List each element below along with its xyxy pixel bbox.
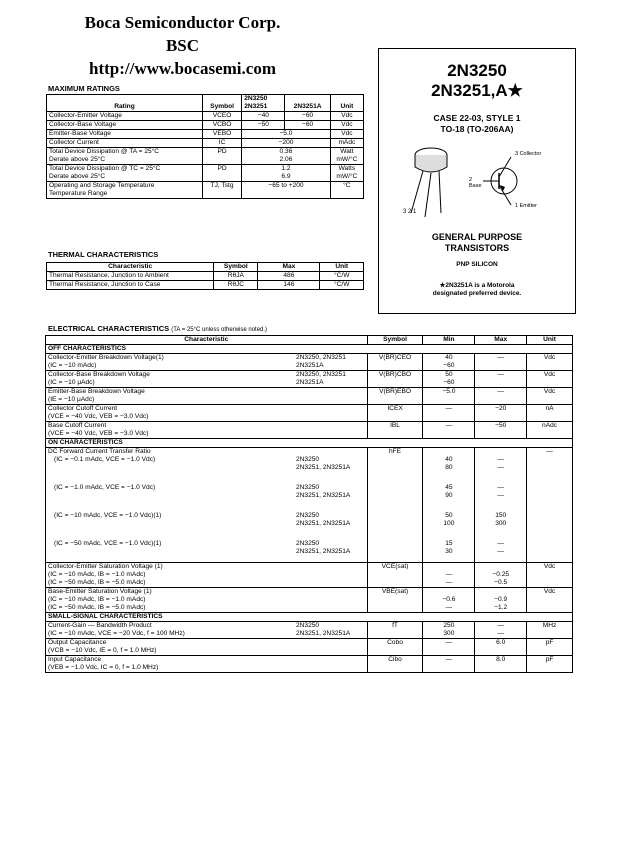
hfe-max-blank [475, 448, 527, 457]
ec-symbol: V(BR)CBO [367, 371, 423, 388]
hfe-max: — — [475, 540, 527, 563]
ec-device: 2N3250 2N3251, 2N3251A [296, 622, 351, 637]
ec-max: 8.0 [475, 656, 527, 673]
sat-min: −0.6 — [423, 588, 475, 613]
rating-symbol: TJ, Tstg [202, 182, 241, 199]
elec-table [45, 335, 573, 673]
pin-collector-label: 3 Collector [515, 151, 542, 157]
ec-max: −50 [475, 422, 527, 439]
on-characteristics [46, 439, 573, 448]
rating-value-2n3251a: −60 [285, 121, 330, 130]
ec-min: 40 −60 [423, 354, 475, 371]
ec-device: 2N3250 2N3251, 2N3251A [296, 540, 351, 555]
rating-symbol: VEBO [202, 130, 241, 139]
hfe-sym-blank [367, 484, 423, 512]
ec-row [46, 405, 573, 422]
rating-row [47, 148, 364, 165]
hfe-symbol: hFE [367, 448, 423, 457]
ec-characteristic-text: (IC = −50 mAdc, VCE = −1.0 Vdc)(1) [54, 540, 162, 547]
preferred-note-1: ★2N3251A is a Motorola [439, 282, 515, 289]
hfe-condition-row [46, 456, 573, 484]
ec-characteristic [46, 512, 368, 540]
ec-characteristic [46, 354, 368, 371]
ec-row [46, 388, 573, 405]
hfe-min: 15 30 [423, 540, 475, 563]
ec-characteristic-text: Base Cutoff Current (VCE = −40 Vdc, VEB = −3.0 Vdc) [48, 422, 149, 437]
ec-unit: MHz [527, 622, 573, 639]
ec-row [46, 354, 573, 371]
rating-symbol: IC [202, 139, 241, 148]
part-info-box [378, 48, 576, 314]
col-rating: Rating [47, 95, 203, 112]
rating-unit: °C [330, 182, 363, 199]
rating-unit: Watts mW/°C [330, 165, 363, 182]
th-symbol: Symbol [214, 263, 258, 272]
rating-name: Total Device Dissipation @ TC = 25°C Derate above 25°C [47, 165, 203, 182]
hfe-min: 50 100 [423, 512, 475, 540]
ec-symbol: fT [367, 622, 423, 639]
hfe-max: — — [475, 456, 527, 484]
hfe-condition-row [46, 540, 573, 563]
hfe-sym-blank [367, 456, 423, 484]
rating-unit: Vdc [330, 121, 363, 130]
th-unit: Unit [320, 263, 364, 272]
ec-unit: nAdc [527, 422, 573, 439]
ec-min: — [423, 639, 475, 656]
ec-device: 2N3250, 2N3251 2N3251A [296, 354, 346, 369]
hfe-characteristic: DC Forward Current Transfer Ratio [46, 448, 368, 457]
ec-characteristic [46, 456, 368, 484]
ec-min: 250 300 [423, 622, 475, 639]
company-name: Boca Semiconductor Corp. [84, 13, 281, 32]
col-2n3250: 2N3250 2N3251 [242, 95, 285, 112]
ec-characteristic [46, 405, 368, 422]
ec-min: — [423, 422, 475, 439]
rating-row [47, 139, 364, 148]
ec-characteristic [46, 422, 368, 439]
rating-row [47, 121, 364, 130]
hfe-max: 150 300 [475, 512, 527, 540]
ec-max: −20 [475, 405, 527, 422]
rating-row [47, 130, 364, 139]
ec-characteristic-text: Collector Cutoff Current (VCE = −40 Vdc, VEB = −3.0 Vdc) [48, 405, 149, 420]
rating-value: 1.2 6.9 [242, 165, 331, 182]
ec-max: — [475, 371, 527, 388]
rating-unit: Vdc [330, 130, 363, 139]
ec-unit: pF [527, 639, 573, 656]
ec-characteristic-text: Output Capacitance (VCB = −10 Vdc, IE = 0, f = 1.0 MHz) [48, 639, 157, 654]
ec-max: 6.0 [475, 639, 527, 656]
rating-name: Operating and Storage Temperature Temperature Range [47, 182, 203, 199]
rating-row [47, 112, 364, 121]
th-max: Max [258, 263, 320, 272]
hfe-unit-blank [527, 540, 573, 563]
sat-row [46, 563, 573, 588]
sat-symbol: VCE(sat) [367, 563, 423, 588]
rating-symbol: PD [202, 148, 241, 165]
ec-characteristic-text: (IC = −0.1 mAdc, VCE = −1.0 Vdc) [54, 456, 156, 463]
ec-col-max: Max [475, 336, 527, 345]
thermal-characteristic: Thermal Resistance, Junction to Case [47, 281, 214, 290]
ec-characteristic [46, 622, 368, 639]
case-style: CASE 22-03, STYLE 1 [433, 113, 521, 123]
rating-value: −5.0 [242, 130, 331, 139]
ec-symbol: V(BR)CEO [367, 354, 423, 371]
ec-characteristic [46, 540, 368, 563]
ec-characteristic-text: Collector-Base Breakdown Voltage (IC = −10 μAdc) [48, 371, 150, 386]
rating-value: −65 to +200 [242, 182, 331, 199]
thermal-row [47, 281, 364, 290]
off-characteristics [46, 345, 573, 354]
ec-characteristic [46, 484, 368, 512]
sat-max: −0.9 −1.2 [475, 588, 527, 613]
hfe-min: 45 90 [423, 484, 475, 512]
ec-characteristic-text: Input Capacitance (VEB = −1.0 Vdc, IC = 0, f = 1.0 MHz) [48, 656, 159, 671]
ec-max: — [475, 354, 527, 371]
hfe-condition-row [46, 512, 573, 540]
ec-characteristic-text: Emitter-Base Breakdown Voltage (IE = −10 μAdc) [48, 388, 145, 403]
ec-symbol: ICEX [367, 405, 423, 422]
small-signal-characteristics [46, 613, 573, 622]
col-unit: Unit [330, 95, 363, 112]
pin-base-label: 2 Base [469, 177, 482, 189]
rating-row [47, 165, 364, 182]
hfe-unit-blank [527, 484, 573, 512]
ec-unit: pF [527, 656, 573, 673]
ec-characteristic [46, 639, 368, 656]
rating-unit: mAdc [330, 139, 363, 148]
max-ratings-table [46, 94, 364, 199]
ec-unit: Vdc [527, 354, 573, 371]
sat-max: −0.25 −0.5 [475, 563, 527, 588]
preferred-note-2: designated preferred device. [432, 290, 522, 297]
thermal-max: 486 [258, 272, 320, 281]
package-type: TO-18 (TO-206AA) [440, 124, 514, 134]
rating-name: Collector-Base Voltage [47, 121, 203, 130]
ec-col-symbol: Symbol [367, 336, 423, 345]
ec-col-unit: Unit [527, 336, 573, 345]
ec-min: −5.0 [423, 388, 475, 405]
general-purpose-label: GENERAL PURPOSE [431, 232, 523, 242]
ec-device: 2N3250 2N3251, 2N3251A [296, 456, 351, 471]
rating-symbol: VCBO [202, 121, 241, 130]
elec-conditions: (TA = 25°C unless otherwise noted.) [171, 327, 268, 333]
rating-value: −200 [242, 139, 331, 148]
sat-unit: Vdc [527, 588, 573, 613]
ec-symbol: Cobo [367, 639, 423, 656]
rating-row [47, 182, 364, 199]
sat-symbol: VBE(sat) [367, 588, 423, 613]
transistors-label: TRANSISTORS [444, 243, 510, 253]
lead-labels: 3 2 1 [403, 209, 417, 215]
rating-value-2n3250: −40 [242, 112, 285, 121]
elec-title-line [48, 324, 267, 333]
hfe-sym-blank [367, 512, 423, 540]
ec-row [46, 656, 573, 673]
ec-row [46, 622, 573, 639]
thermal-symbol: RθJA [214, 272, 258, 281]
max-ratings-title: MAXIMUM RATINGS [48, 84, 120, 93]
thermal-title: THERMAL CHARACTERISTICS [48, 250, 159, 259]
ec-col-characteristic: Characteristic [46, 336, 368, 345]
ec-device: 2N3250, 2N3251 2N3251A [296, 371, 346, 386]
thermal-symbol: RθJC [214, 281, 258, 290]
thermal-max: 146 [258, 281, 320, 290]
ec-row [46, 422, 573, 439]
ec-symbol: IBL [367, 422, 423, 439]
sat-unit: Vdc [527, 563, 573, 588]
ec-device: 2N3250 2N3251, 2N3251A [296, 512, 351, 527]
thermal-characteristic: Thermal Resistance, Junction to Ambient [47, 272, 214, 281]
hfe-unit: — [527, 448, 573, 457]
part-number-1: 2N3250 [447, 61, 507, 80]
rating-value-2n3250: −50 [242, 121, 285, 130]
rating-unit: Vdc [330, 112, 363, 121]
ec-min: — [423, 656, 475, 673]
col-2n3251a: 2N3251A [285, 95, 330, 112]
ec-min: 50 −60 [423, 371, 475, 388]
max-ratings-header [47, 95, 364, 112]
ec-characteristic-text: (IC = −10 mAdc, VCE = −1.0 Vdc)(1) [54, 512, 162, 519]
ec-characteristic [46, 388, 368, 405]
rating-symbol: PD [202, 165, 241, 182]
hfe-condition-row [46, 484, 573, 512]
ec-col-min: Min [423, 336, 475, 345]
sat-row [46, 588, 573, 613]
rating-unit: Watt mW/°C [330, 148, 363, 165]
hfe-min: 40 80 [423, 456, 475, 484]
ec-max: — [475, 388, 527, 405]
ec-characteristic-text: Current-Gain — Bandwidth Product (IC = −10 mAdc, VCE = −20 Vdc, f = 100 MHz) [48, 622, 185, 637]
off-characteristics-label: OFF CHARACTERISTICS [46, 345, 573, 354]
thermal-table [46, 262, 364, 290]
rating-value: 0.36 2.06 [242, 148, 331, 165]
ec-symbol: V(BR)EBO [367, 388, 423, 405]
sat-characteristic: Collector-Emitter Saturation Voltage (1) (IC = −10 mAdc, IB = −1.0 mAdc) (IC = −50 mAdc, IB = −5.0 mAdc) [46, 563, 368, 588]
hfe-max: — — [475, 484, 527, 512]
ec-unit: Vdc [527, 371, 573, 388]
ec-characteristic-text: (IC = −1.0 mAdc, VCE = −1.0 Vdc) [54, 484, 156, 491]
rating-symbol: VCEO [202, 112, 241, 121]
hfe-unit-blank [527, 512, 573, 540]
hfe-sym-blank [367, 540, 423, 563]
rating-value-2n3251a: −60 [285, 112, 330, 121]
part-number-2: 2N3251,A★ [431, 81, 523, 100]
ec-max: — — [475, 622, 527, 639]
rating-name: Emitter-Base Voltage [47, 130, 203, 139]
ec-device: 2N3250 2N3251, 2N3251A [296, 484, 351, 499]
hfe-min-blank [423, 448, 475, 457]
company-url[interactable]: http://www.bocasemi.com [89, 59, 276, 78]
rating-name: Collector-Emitter Voltage [47, 112, 203, 121]
ec-characteristic [46, 656, 368, 673]
col-symbol: Symbol [202, 95, 241, 112]
pin-emitter-label: 1 Emitter [515, 203, 538, 209]
ec-row [46, 639, 573, 656]
pnp-silicon-label: PNP SILICON [456, 261, 498, 268]
small-signal-characteristics-label: SMALL-SIGNAL CHARACTERISTICS [46, 613, 573, 622]
ec-row [46, 371, 573, 388]
rating-name: Collector Current [47, 139, 203, 148]
ec-min: — [423, 405, 475, 422]
company-abbr: BSC [165, 36, 200, 55]
hfe-unit-blank [527, 456, 573, 484]
on-characteristics-label: ON CHARACTERISTICS [46, 439, 573, 448]
pnp-symbol-icon [479, 151, 529, 211]
rating-name: Total Device Dissipation @ TA = 25°C Derate above 25°C [47, 148, 203, 165]
ec-characteristic-text: Collector-Emitter Breakdown Voltage(1) (IC = −10 mAdc) [48, 354, 164, 369]
thermal-unit: °C/W [320, 272, 364, 281]
sat-min: — — [423, 563, 475, 588]
th-characteristic: Characteristic [47, 263, 214, 272]
thermal-unit: °C/W [320, 281, 364, 290]
ec-characteristic [46, 371, 368, 388]
ec-symbol: Cibo [367, 656, 423, 673]
sat-characteristic: Base-Emitter Saturation Voltage (1) (IC = −10 mAdc, IB = −1.0 mAdc) (IC = −50 mAdc, IB = −5.0 mAdc) [46, 588, 368, 613]
ec-unit: Vdc [527, 388, 573, 405]
elec-title: ELECTRICAL CHARACTERISTICS [48, 324, 170, 333]
thermal-row [47, 272, 364, 281]
hfe-row [46, 448, 573, 457]
ec-unit: nA [527, 405, 573, 422]
